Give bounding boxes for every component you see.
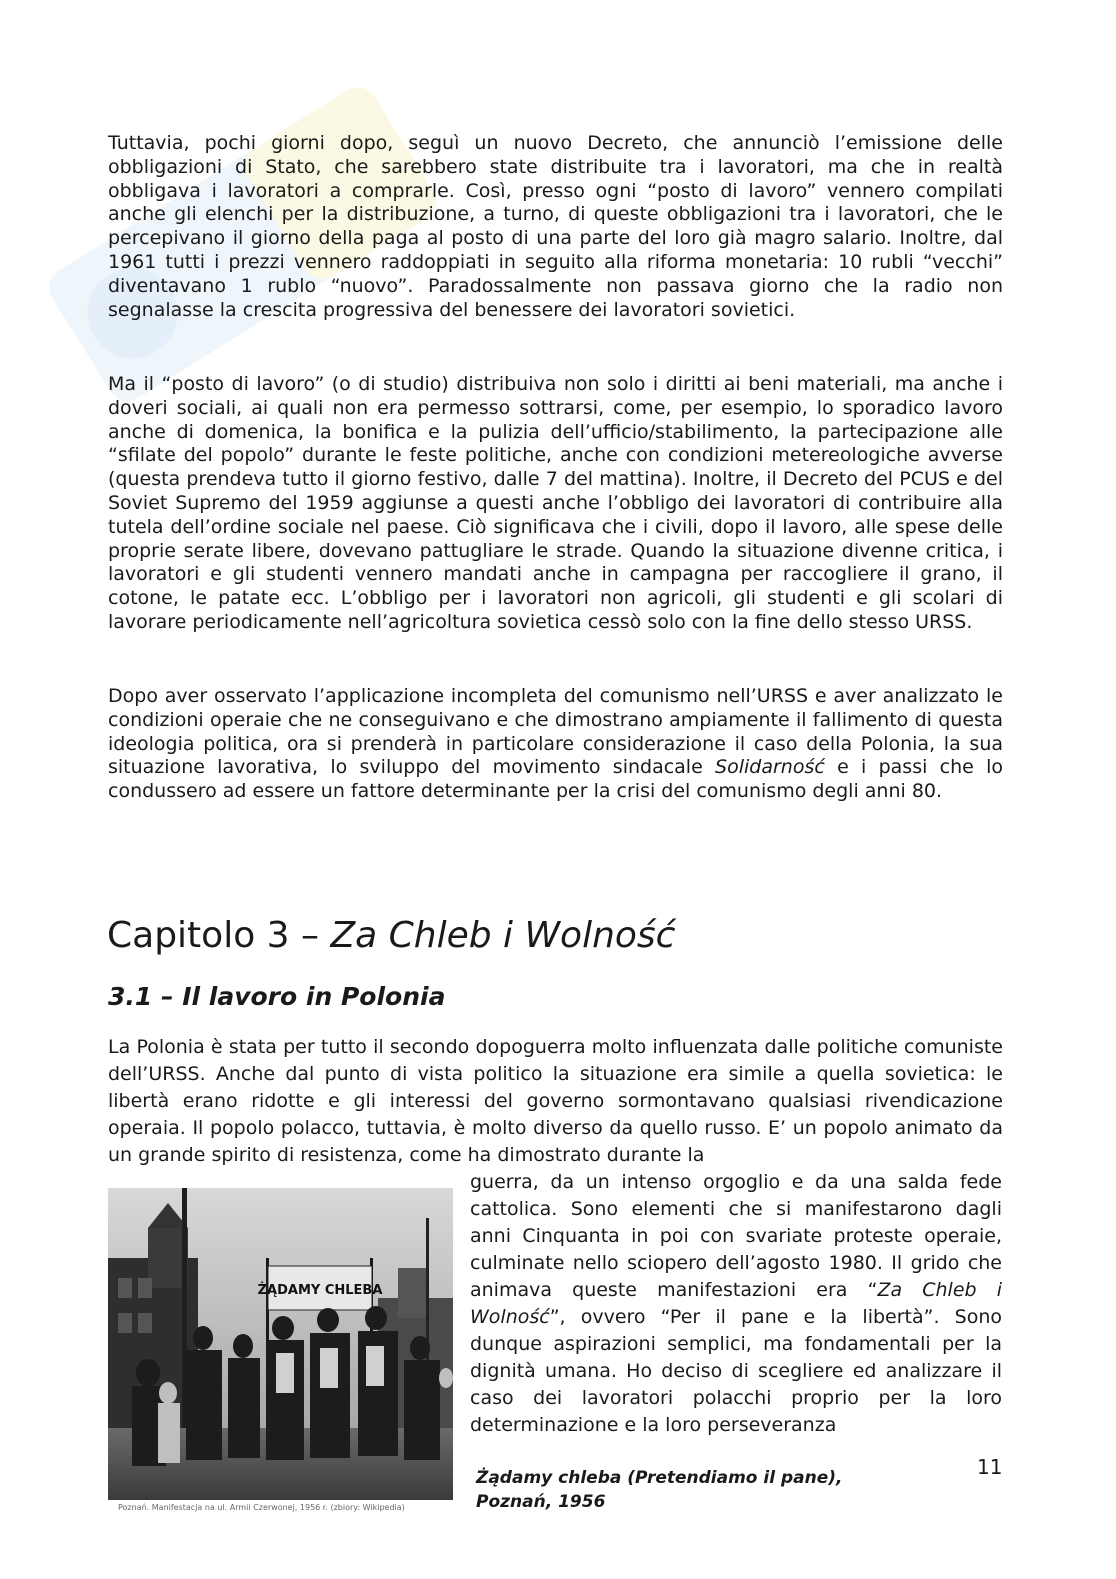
paragraph-text: Dopo aver osservato l’applicazione incompleta del comunismo nell’URSS e aver analizzato le condizioni operaie che ne conseguivano e che dimostrano ampiamente il fallimento di questa ideologia politica, ora si prenderà in particolare considerazione il caso della Polonia, la sua situazione lavorativa, lo sviluppo del movimento sindacale xyxy=(108,685,1003,779)
page-number: 11 xyxy=(977,1455,1003,1479)
chapter-title xyxy=(107,912,675,960)
photo-credit: Poznań. Manifestacja na ul. Armii Czerwonej, 1956 r. (zbiory: Wikipedia) xyxy=(118,1503,405,1512)
paragraph-text: e i passi che lo condussero ad essere un fattore determinante per la crisi del comunismo degli anni 80. xyxy=(108,756,1003,803)
banner-text: ŻĄDAMY CHLEBA xyxy=(257,1283,383,1298)
paragraph-resistenza xyxy=(470,1169,1002,1439)
paragraph-polonia: La Polonia è stata per tutto il secondo dopoguerra molto influenzata dalle politiche comuniste dell’URSS. Anche dal punto di vista politico la situazione era simile a quella sovietica: le libertà erano ridotte e gli interessi del governo sormontavano qualsiasi rivendicazione operaia. Il popolo polacco, tuttavia, è molto diverso da quello russo. E’ un popolo animato da un grande spirito di resistenza, come ha dimostrato durante la xyxy=(108,1036,1003,1166)
chapter-italic: Za Chleb i Wolność xyxy=(330,915,676,956)
paragraph-doveri-sociali: Ma il “posto di lavoro” (o di studio) distribuiva non solo i diritti ai beni materiali, ma anche i doveri sociali, ai quali non era permesso sottrarsi, come, per esempio, lo sporadico lavoro anche di domenica, la bonifica e la pulizia dell’ufficio/stabilimento, la partecipazione alle “sfilate del popolo” durante le feste politiche, anche con condizioni metereologiche avverse (questa prendeva tutto il giorno festivo, dalle 7 del mattina). Inoltre, il Decreto del PCUS e del Soviet Supremo del 1959 aggiunse a questi anche l’obbligo dei lavoratori di contribuire alla tutela dell’ordine sociale nel paese. Ciò significava che i civili, dopo il lavoro, alle spese delle proprie serate libere, dovevano pattugliare le strade. Quando la situazione divenne critica, i lavoratori e gli studenti vennero mandati anche in campagna per raccogliere il grano, il cotone, le patate ecc. L’obbligo per i lavoratori non agricoli, gli studenti e gli scolari di lavorare periodicamente nell’agricoltura sovietica cessò solo con la fine dello stesso URSS. xyxy=(108,373,1003,633)
paragraph-polonia-intro xyxy=(108,685,1003,804)
slogan-italic: Za Chleb i Wolność xyxy=(470,1279,1002,1328)
paragraph-text: guerra, da un intenso orgoglio e da una salda fede cattolica. Sono elementi che si manifestarono dagli anni Cinquanta in poi con svariate proteste operaie, culminate nello sciopero dell’agosto 1980. Il grido che animava queste manifestazioni era “ xyxy=(470,1171,1002,1301)
figure-caption: Żądamy chleba (Pretendiamo il pane), Poznań, 1956 xyxy=(476,1468,843,1512)
paragraph-text: ”, ovvero “Per il pane e la libertà”. Sono dunque aspirazioni semplici, ma fondamentali per la dignità umana. Ho deciso di scegliere ed analizzare il caso dei lavoratori polacchi proprio per la loro determinazione e la loro perseveranza xyxy=(470,1306,1002,1436)
paragraph-obbligazioni: Tuttavia, pochi giorni dopo, seguì un nuovo Decreto, che annunciò l’emissione delle obbligazioni di Stato, che sarebbero state distribuite tra i lavoratori, ma che in realtà obbligava i lavoratori a comprarle. Così, presso ogni “posto di lavoro” vennero compilati anche gli elenchi per la distribuzione, a turno, di queste obbligazioni tra i lavoratori, che le percepivano il giorno della paga al posto di una parte del loro già magro salario. Inoltre, dal 1961 tutti i prezzi vennero raddoppiati in seguito alla riforma monetaria: 10 rubli “vecchi” diventavano 1 rublo “nuovo”. Paradossalmente non passava giorno che la radio non segnalasse la crescita progressiva del benessere dei lavoratori sovietici. xyxy=(108,132,1003,321)
chapter-prefix: Capitolo 3 – xyxy=(107,915,331,956)
solidarnosc-italic: Solidarność xyxy=(715,756,825,779)
protest-photo xyxy=(108,1188,453,1500)
section-title: 3.1 – Il lavoro in Polonia xyxy=(108,982,446,1011)
